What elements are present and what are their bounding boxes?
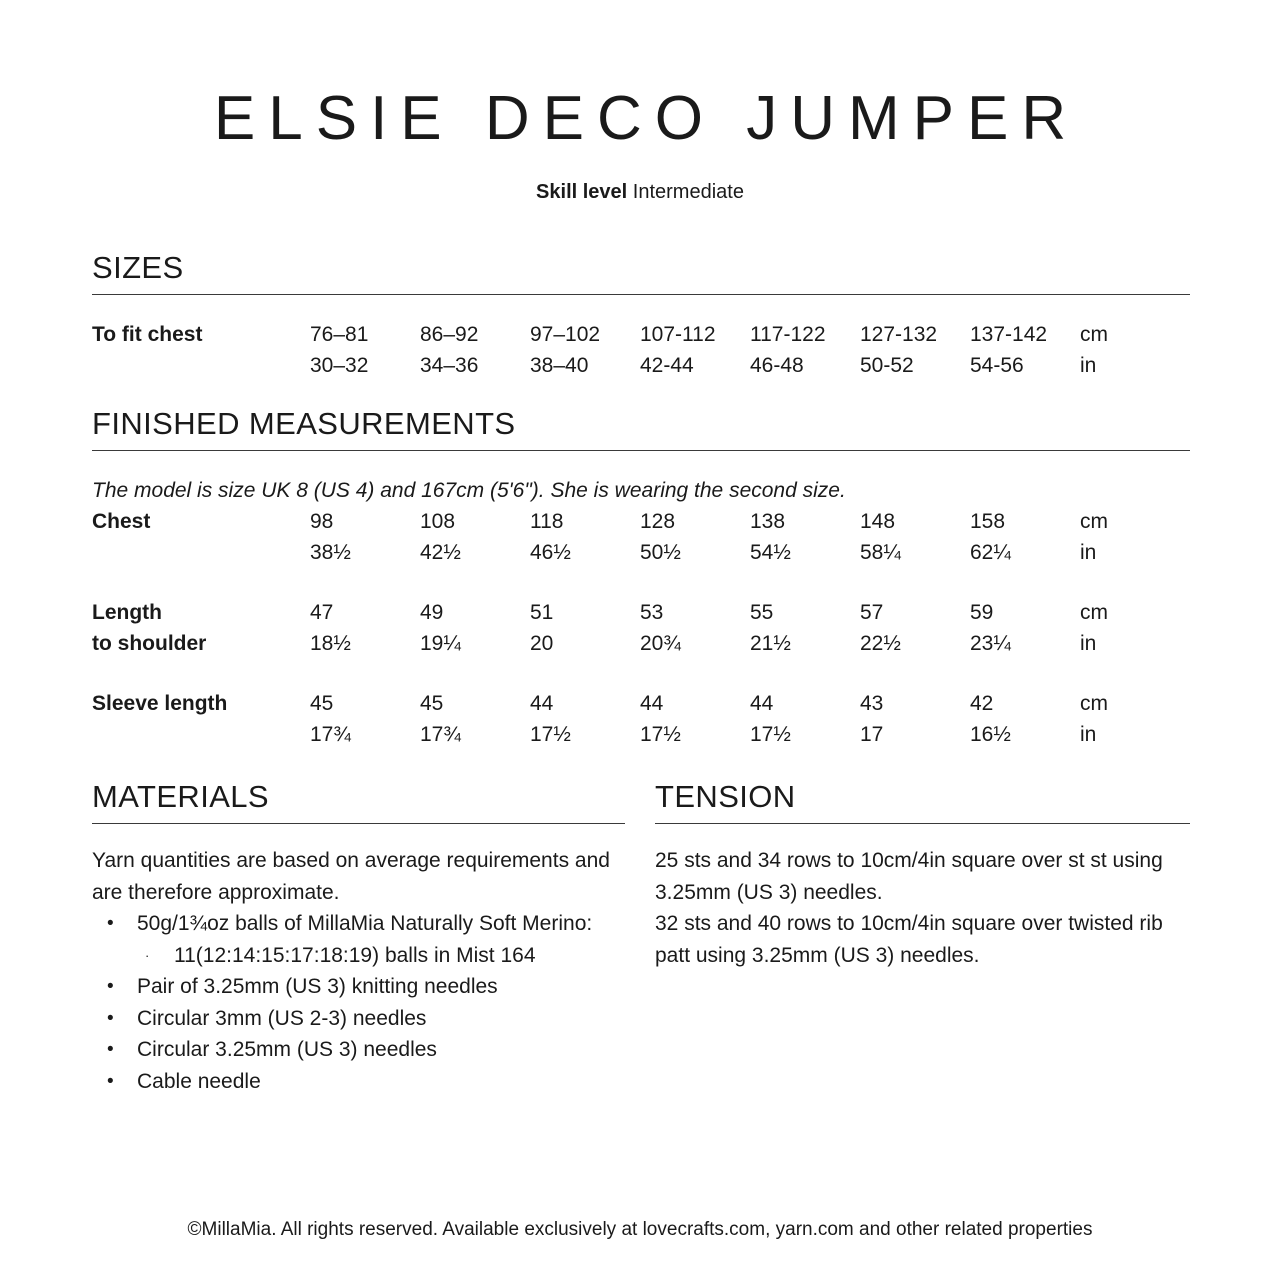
- cell-value: 42: [970, 692, 994, 715]
- cell-value: 17½: [530, 723, 571, 746]
- list-item-label: Cable needle: [137, 1069, 261, 1093]
- cell-value: 50-52: [860, 354, 914, 377]
- cell-value: 76–81: [310, 323, 369, 346]
- table-row: [92, 537, 1192, 568]
- list-item-label: Pair of 3.25mm (US 3) knitting needles: [137, 975, 498, 998]
- cell-value: 34–36: [420, 354, 479, 377]
- cell-value: 38–40: [530, 354, 589, 377]
- cell-value: 97–102: [530, 323, 601, 346]
- bullet-icon: •: [107, 976, 114, 997]
- section-rule-materials: [92, 823, 625, 824]
- cell-value: 50½: [640, 541, 681, 564]
- page-title: ELSIE DECO JUMPER: [213, 84, 1080, 153]
- cell-value: 20: [530, 632, 554, 655]
- cell-value: 23¼: [970, 632, 1011, 655]
- cell-value: 45: [310, 692, 334, 715]
- row-unit: cm: [1080, 323, 1108, 346]
- cell-value: 54½: [750, 541, 791, 564]
- cell-value: 54-56: [970, 354, 1024, 377]
- row-unit: cm: [1080, 692, 1108, 715]
- materials-intro: Yarn quantities are based on average requirements and are therefore approximate.: [92, 849, 610, 904]
- cell-value: 17½: [640, 723, 681, 746]
- cell-value: 45: [420, 692, 444, 715]
- row-unit: cm: [1080, 510, 1108, 533]
- table-row: [92, 597, 1192, 628]
- cell-value: 137-142: [970, 323, 1048, 346]
- row-unit: in: [1080, 632, 1097, 655]
- section-heading-sizes: SIZES: [92, 250, 184, 285]
- list-item: [92, 971, 637, 1003]
- cell-value: 18½: [310, 632, 351, 655]
- materials-body: [92, 845, 637, 1097]
- cell-value: 59: [970, 601, 994, 624]
- row-unit: in: [1080, 723, 1097, 746]
- cell-value: 158: [970, 510, 1006, 533]
- cell-value: 108: [420, 510, 456, 533]
- materials-sublist: [137, 940, 637, 972]
- section-rule-sizes: [92, 294, 1190, 295]
- list-item-label: 50g/1¾oz balls of MillaMia Naturally Soft Merino:: [137, 912, 593, 935]
- cell-value: 16½: [970, 723, 1011, 746]
- list-item-label: Circular 3mm (US 2-3) needles: [137, 1006, 427, 1030]
- list-item: [92, 1066, 637, 1098]
- section-rule-finished-measurements: [92, 450, 1190, 451]
- table-row: [92, 319, 1192, 350]
- cell-value: 44: [530, 692, 554, 715]
- list-item: [137, 940, 637, 972]
- skill-level-value: Intermediate: [632, 181, 744, 203]
- sub-bullet-icon: ·: [145, 947, 150, 963]
- materials-list: [92, 908, 637, 1097]
- cell-value: 22½: [860, 632, 901, 655]
- list-item: [92, 908, 637, 971]
- cell-value: 21½: [750, 632, 791, 655]
- tension-body: [655, 845, 1185, 971]
- footer-copyright: ©MillaMia. All rights reserved. Available exclusively at lovecrafts.com, yarn.com and other related properties: [187, 1219, 1093, 1240]
- cell-value: 107-112: [640, 323, 716, 346]
- cell-value: 46-48: [750, 354, 804, 377]
- finished-measurements-table: [92, 506, 1192, 750]
- section-heading-materials: MATERIALS: [92, 779, 270, 814]
- table-row: [92, 628, 1192, 659]
- sizes-table: [92, 319, 1192, 381]
- row-label: [92, 537, 310, 568]
- section-heading-finished-measurements: FINISHED MEASUREMENTS: [92, 406, 516, 441]
- bullet-icon: •: [107, 913, 114, 934]
- table-row: [92, 719, 1192, 750]
- table-row: [92, 688, 1192, 719]
- cell-value: 47: [310, 601, 334, 624]
- cell-value: 20¾: [640, 632, 681, 655]
- tension-line: 32 sts and 40 rows to 10cm/4in square over twisted rib patt using 3.25mm (US 3) needles.: [655, 912, 1163, 967]
- bullet-icon: •: [107, 1007, 114, 1029]
- cell-value: 38½: [310, 541, 351, 564]
- row-label: To fit chest: [92, 323, 203, 346]
- table-row: [92, 350, 1192, 381]
- bullet-icon: •: [107, 1070, 114, 1092]
- row-label: Length: [92, 601, 162, 624]
- cell-value: 117-122: [750, 323, 826, 346]
- cell-value: 43: [860, 692, 884, 715]
- cell-value: 42-44: [640, 354, 694, 377]
- cell-value: 49: [420, 601, 444, 624]
- cell-value: 53: [640, 601, 664, 624]
- cell-value: 62¼: [970, 541, 1011, 564]
- cell-value: 127-132: [860, 323, 938, 346]
- cell-value: 118: [530, 510, 564, 533]
- bullet-icon: •: [107, 1039, 114, 1060]
- section-heading-tension: TENSION: [655, 779, 796, 814]
- table-row: [92, 506, 1192, 537]
- row-label: Sleeve length: [92, 692, 228, 715]
- row-label: to shoulder: [92, 632, 207, 655]
- cell-value: 44: [750, 692, 774, 715]
- row-unit: cm: [1080, 601, 1108, 624]
- row-label: [92, 350, 310, 381]
- table-row-spacer: [92, 568, 1192, 597]
- cell-value: 30–32: [310, 354, 369, 377]
- cell-value: 17½: [750, 723, 791, 746]
- cell-value: 55: [750, 601, 774, 624]
- table-row-spacer: [92, 659, 1192, 688]
- cell-value: 138: [750, 510, 786, 533]
- cell-value: 46½: [530, 541, 571, 564]
- cell-value: 86–92: [420, 323, 479, 346]
- cell-value: 51: [530, 601, 554, 624]
- list-item-label: Circular 3.25mm (US 3) needles: [137, 1038, 437, 1061]
- cell-value: 98: [310, 510, 334, 533]
- tension-line: 25 sts and 34 rows to 10cm/4in square over st st using 3.25mm (US 3) needles.: [655, 849, 1163, 904]
- list-item: [92, 1034, 637, 1066]
- row-unit: in: [1080, 354, 1097, 377]
- row-label: Chest: [92, 510, 151, 533]
- list-item: [92, 1003, 637, 1035]
- skill-level: [0, 181, 1280, 204]
- cell-value: 42½: [420, 541, 461, 564]
- cell-value: 17¾: [310, 723, 351, 746]
- cell-value: 44: [640, 692, 664, 715]
- model-note: The model is size UK 8 (US 4) and 167cm (5'6"). She is wearing the second size.: [92, 479, 846, 502]
- row-unit: in: [1080, 541, 1097, 564]
- row-label: [92, 719, 310, 750]
- cell-value: 57: [860, 601, 884, 624]
- cell-value: 17¾: [420, 723, 461, 746]
- skill-level-label: Skill level: [536, 181, 628, 203]
- list-item-label: 11(12:14:15:17:18:19) balls in Mist 164: [174, 943, 536, 967]
- cell-value: 148: [860, 510, 896, 533]
- cell-value: 128: [640, 510, 676, 533]
- cell-value: 58¼: [860, 541, 901, 564]
- cell-value: 19¼: [420, 632, 461, 655]
- section-rule-tension: [655, 823, 1190, 824]
- cell-value: 17: [860, 723, 884, 746]
